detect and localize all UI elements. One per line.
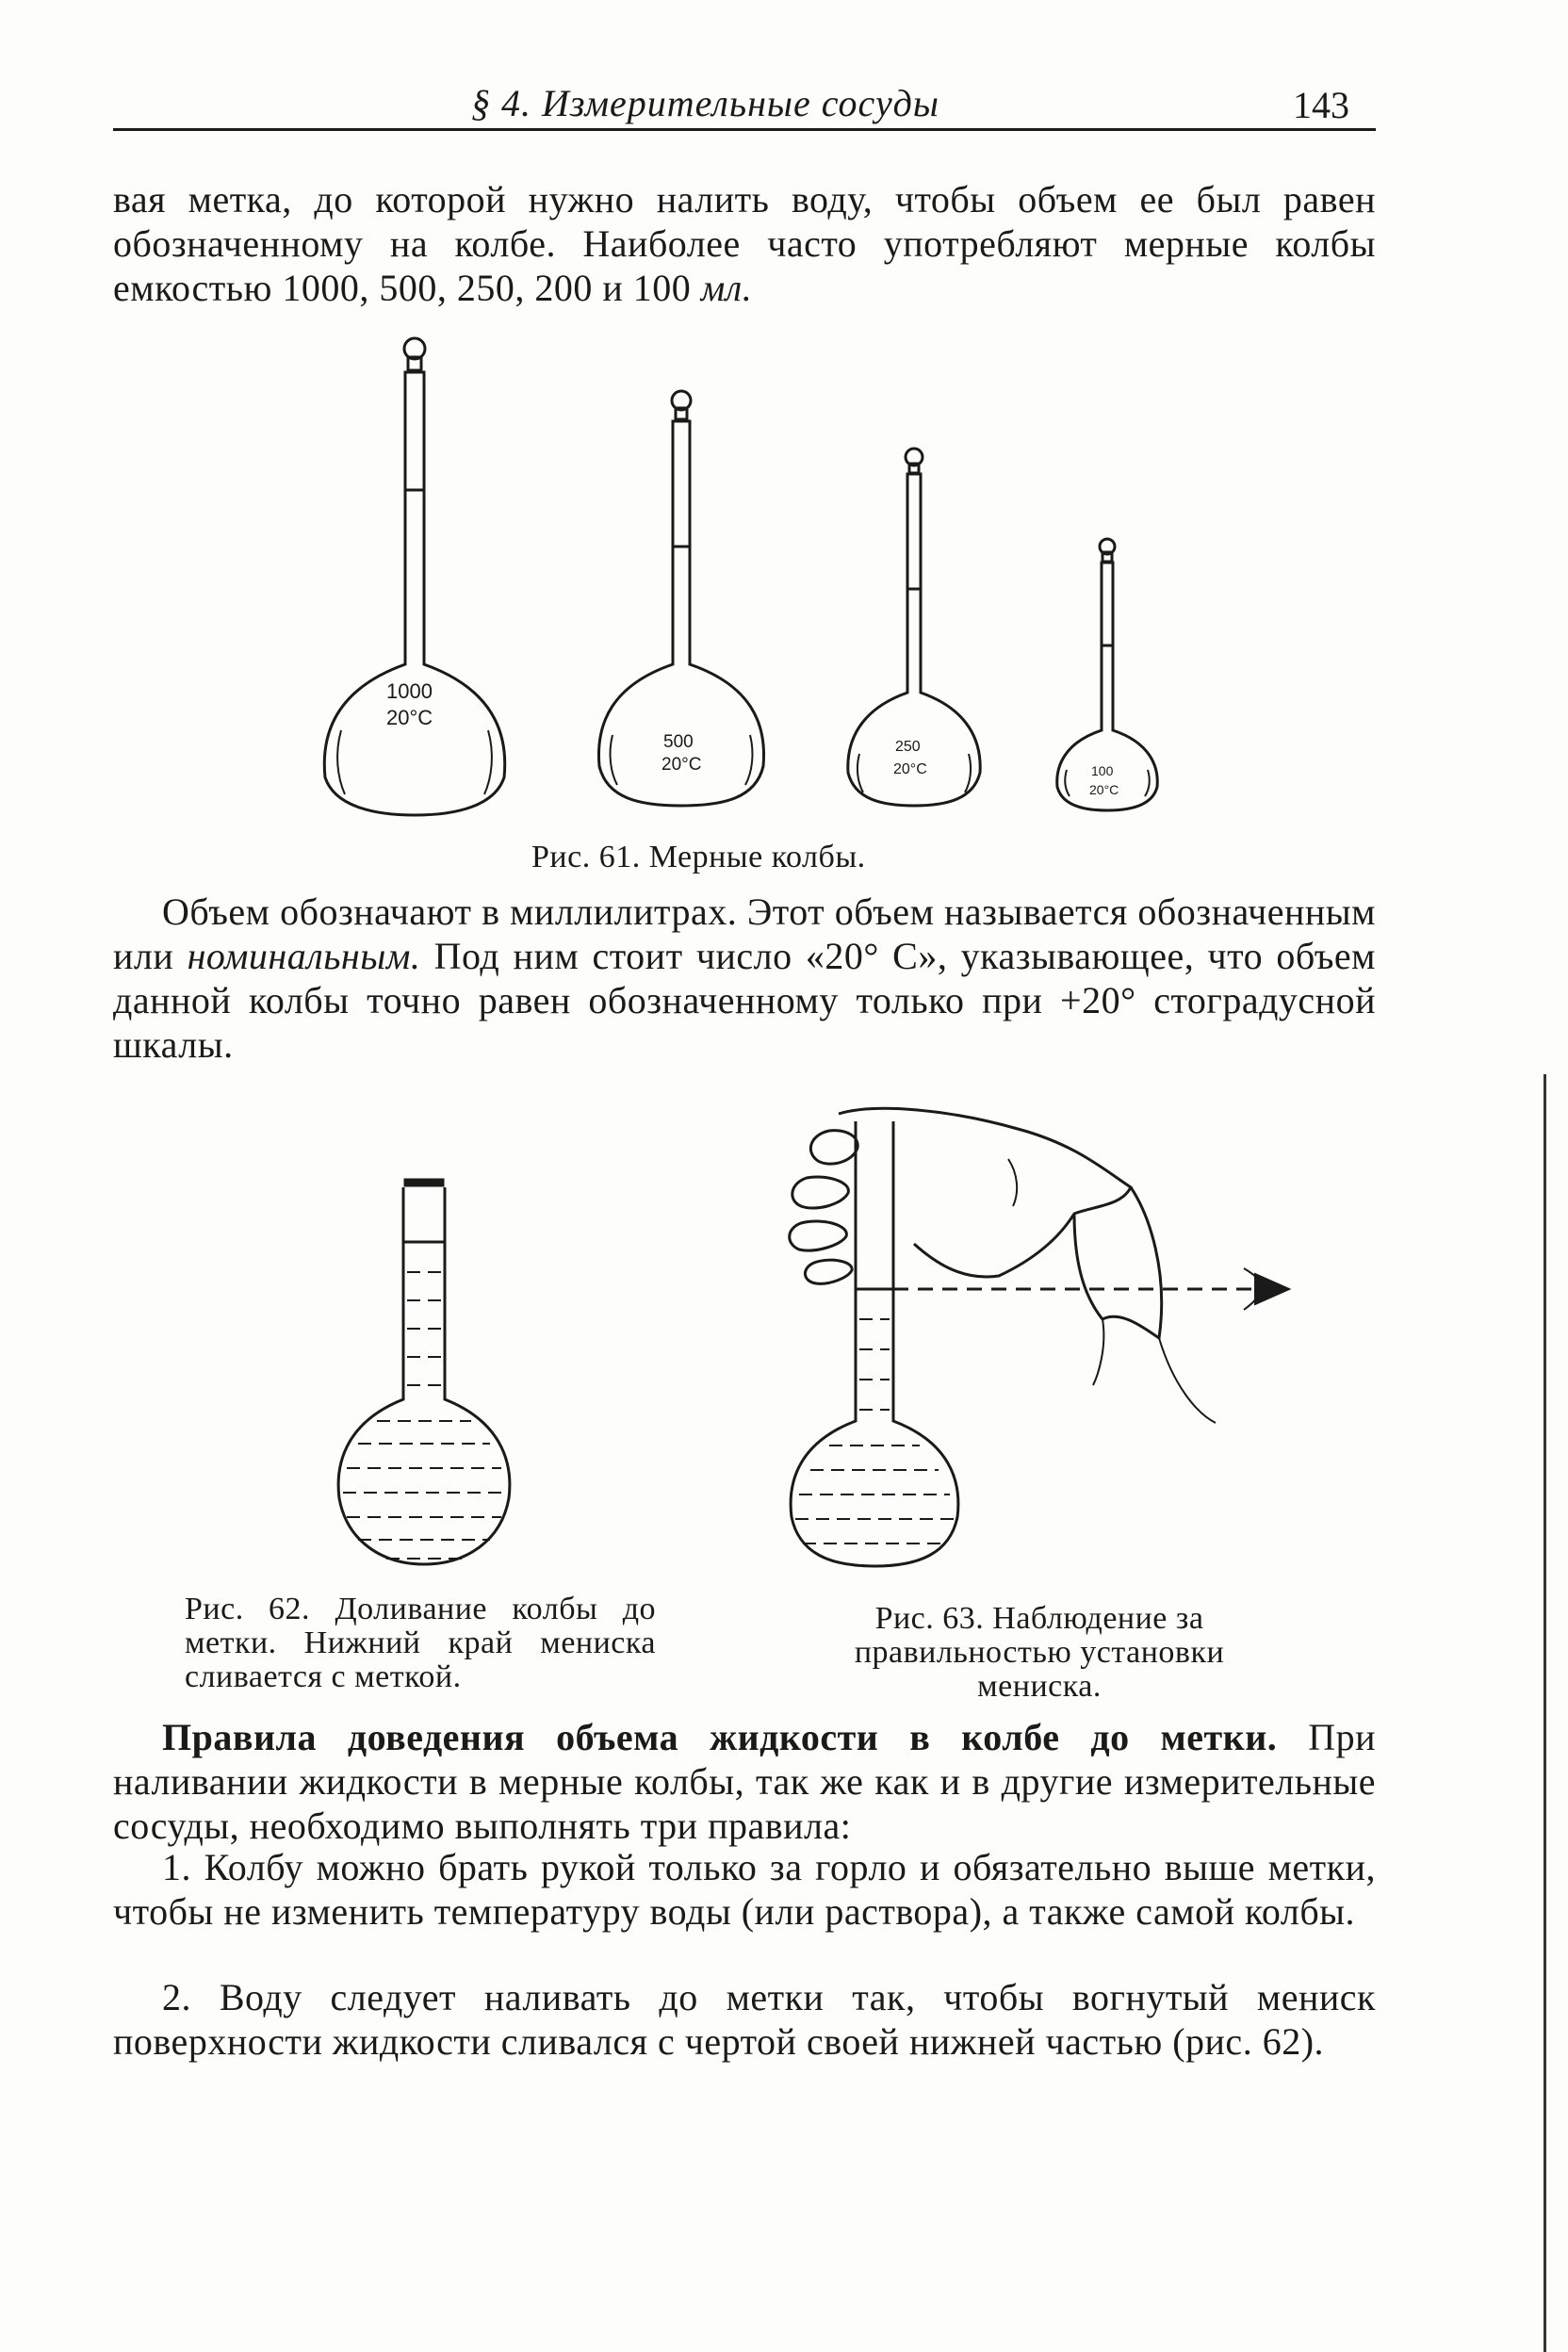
flask-250-temperature: 20°C: [893, 761, 927, 777]
running-header-title: § 4. Измерительные сосуды: [471, 82, 939, 124]
flask-1000-volume: 1000: [386, 679, 433, 703]
figure-62-caption: [185, 1592, 656, 1694]
rules-paragraph: [113, 1715, 1376, 1848]
caption-number: Рис. 63.: [874, 1601, 985, 1636]
paragraph-continuation: [113, 177, 1376, 310]
paragraph-text-after: Под ним стоит число «20° С», указывающее, что объем данной колбы точно равен обозначенному только при +20° стоградусной шкалы.: [113, 935, 1376, 1066]
caption-text: Мерные колбы.: [648, 840, 866, 874]
rule-item-1: 1. Колбу можно брать рукой только за горло и обязательно выше метки, чтобы не изменить температуру воды (или раствора), а также самой колбы.: [113, 1846, 1376, 1933]
flask-1000: [324, 338, 504, 815]
figure-61-volumetric-flasks: [283, 335, 1187, 825]
rule-item-2: 2. Воду следует наливать до метки так, чтобы вогнутый мениск поверхности жидкости сливался с чертой своей нижней частью (рис. 62).: [113, 1976, 1376, 2063]
paragraph-text: вая метка, до которой нужно налить воду, чтобы объем ее был равен обозначенному на колбе. Наиболее часто употребляют мерные колбы емкостью 1000, 500, 250, 200 и 100: [113, 178, 1376, 309]
caption-number: Рис. 62.: [185, 1592, 311, 1626]
rules-heading: Правила доведения объема жидкости в колбе до метки.: [162, 1716, 1278, 1758]
page-edge-shadow: [1544, 1074, 1546, 2352]
flask-500-temperature: 20°C: [662, 755, 702, 775]
flask-500-volume: 500: [663, 732, 694, 752]
term-nominal: номинальным.: [187, 935, 421, 977]
paragraph-nominal-volume: [113, 890, 1376, 1067]
flask-250: [848, 449, 980, 806]
header-divider: [113, 128, 1376, 131]
flask-500: [598, 391, 763, 806]
page-number: 143: [1293, 84, 1349, 126]
figure-63-meniscus-observation: [773, 1102, 1357, 1574]
caption-text: Наблюдение за правильностью установки мениска.: [854, 1601, 1225, 1704]
flask-100-temperature: 20°C: [1089, 782, 1119, 797]
figure-62-flask-filling: [320, 1168, 547, 1574]
caption-text: Доливание колбы до метки. Нижний край мениска сливается с меткой.: [185, 1592, 656, 1694]
figure-63-caption: [818, 1602, 1261, 1704]
flask-250-volume: 250: [895, 739, 921, 755]
flask-100: [1057, 539, 1157, 810]
rules-intro: При наливании жидкости в мерные колбы, так же как и в другие измерительные сосуды, необходимо выполнять три правила:: [113, 1716, 1377, 1847]
unit-ml: мл.: [700, 267, 753, 309]
flask-100-volume: 100: [1091, 763, 1114, 778]
flask-1000-temperature: 20°C: [386, 706, 433, 729]
paragraph-text-before: Объем обозначают в миллилитрах. Этот объем называется обозначенным или: [113, 890, 1376, 977]
caption-number: Рис. 61.: [531, 840, 641, 874]
figure-61-caption: [531, 841, 1059, 874]
